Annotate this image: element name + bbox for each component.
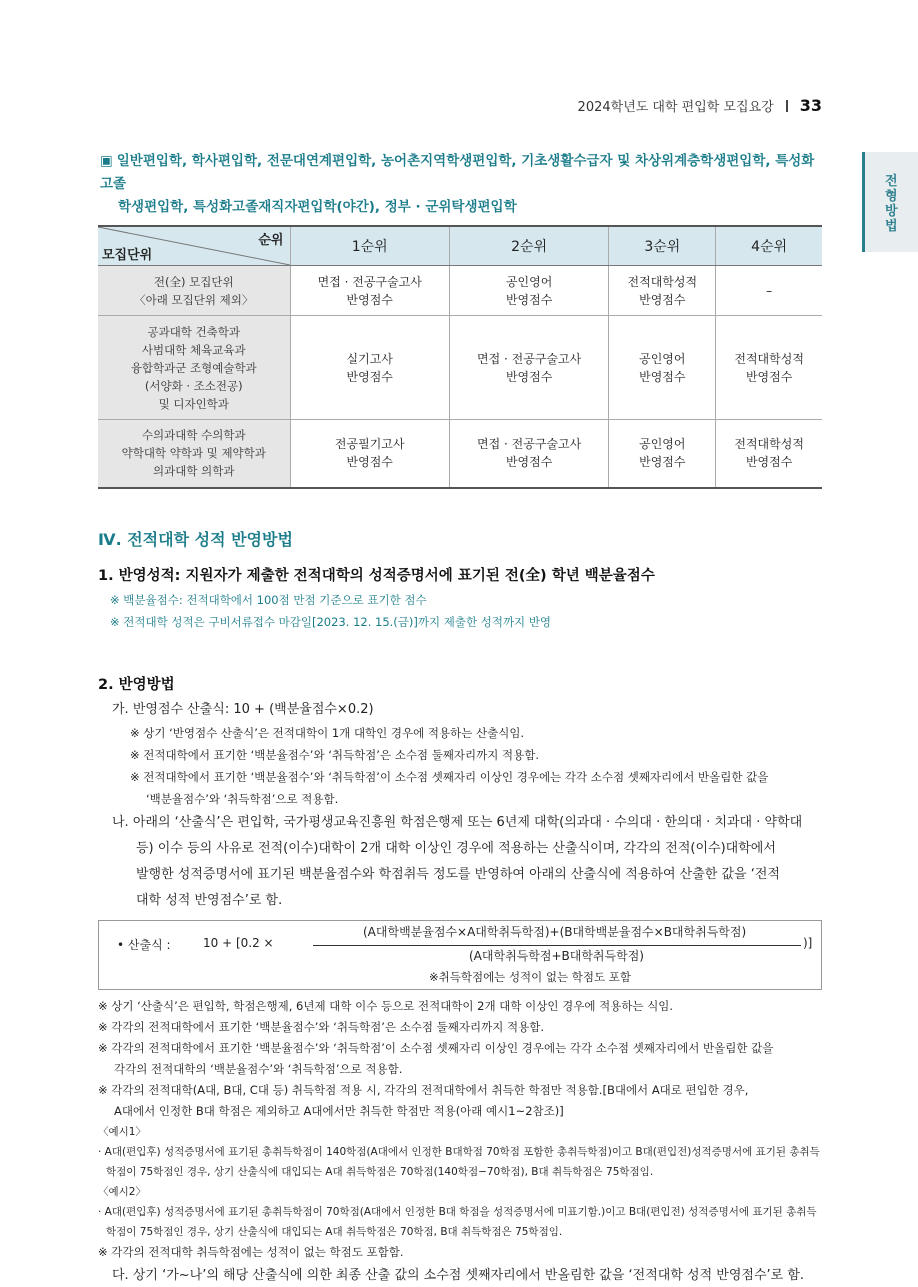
header-rank-3: 3순위 <box>609 226 716 266</box>
remark-line: ‘백분율점수’와 ‘취득학점’으로 적용함. <box>146 791 339 806</box>
rank-cell <box>290 420 449 488</box>
remark-line: ※ 상기 ‘산출식’은 편입학, 학점은행제, 6년제 대학 이수 등으로 전적대학이 2개 대학 이상인 경우에 적용하는 식임. <box>98 998 674 1013</box>
rank-cell <box>609 266 716 316</box>
formula-box <box>98 920 822 990</box>
cell-line: 면접 · 전공구술고사 <box>477 351 582 366</box>
section-title-line2: 학생편입학, 특성화고졸재직자편입학(야간), 정부 · 군위탁생편입학 <box>118 199 517 215</box>
remark-line: 각각의 전적대학의 ‘백분율점수’와 ‘취득학점’으로 적용함. <box>114 1061 403 1076</box>
cell-line: 반영점수 <box>346 292 393 307</box>
rank-cell <box>449 420 608 488</box>
rank-cell <box>449 266 608 316</box>
formula-prefix: 10 + [0.2 × <box>203 935 274 950</box>
table-row <box>98 266 822 316</box>
cell-line: 전적대학성적 <box>734 437 804 452</box>
cell-line: 전공필기고사 <box>334 437 405 452</box>
formula-denominator: (A대학취득학점+B대학취득학점) <box>469 948 644 963</box>
remark-line: ※ 각각의 전적대학에서 표기한 ‘백분율점수’와 ‘취득학점’은 소수점 둘째자리까지 적용함. <box>98 1019 544 1034</box>
item-na: 나. 아래의 ‘산출식’은 편입학, 국가평생교육진흥원 학점은행제 또는 6년제 대학(의과대 · 수의대 · 한의대 · 치과대 · 약학대 <box>112 814 803 830</box>
header-rank-1: 1순위 <box>290 226 449 266</box>
cell-line: 반영점수 <box>639 292 686 307</box>
example-line: · A대(편입후) 성적증명서에 표기된 총취득학점이 140학점(A대에서 인정한 B대학점 70학점 포함한 총취득학점)이고 B대(편입전)성적증명서에 표기된 총취득 <box>98 1145 820 1158</box>
cell-line: 반영점수 <box>505 292 553 307</box>
note-line: ※ 전적대학 성적은 구비서류접수 마감일[2023. 12. 15.(금)]까지 제출한 성적까지 반영 <box>110 614 552 629</box>
cell-line: 전적대학성적 <box>734 351 804 366</box>
square-marker-icon: ▣ <box>100 153 113 169</box>
cell-line: 공인영어 <box>639 351 686 366</box>
cell-line: 반영점수 <box>346 369 393 384</box>
item-na-cont: 발행한 성적증명서에 표기된 백분율점수와 학점취득 정도를 반영하여 아래의 산출식에 적용하여 산출한 값을 ‘전적 <box>136 866 780 882</box>
item-na-cont: 등) 이수 등의 사유로 전적(이수)대학이 2개 대학 이상인 경우에 적용하는 산출식이며, 각각의 전적(이수)대학에서 <box>136 840 776 856</box>
formula-footnote: ※취득학점에는 성적이 없는 학점도 포함 <box>429 969 631 984</box>
cell-line: 반영점수 <box>639 455 686 470</box>
unit-line: 〈아래 모집단위 제외〉 <box>134 292 254 307</box>
page-content <box>98 150 822 1287</box>
table-corner-cell <box>98 226 290 266</box>
formula-suffix: )] <box>803 935 813 950</box>
header-rank-2: 2순위 <box>449 226 608 266</box>
remark-line: ※ 전적대학에서 표기한 ‘백분율점수’와 ‘취득학점’이 소수점 셋째자리 이상인 경우에는 각각 소수점 셋째자리에서 반올림한 값을 <box>130 769 769 784</box>
cell-line: 전적대학성적 <box>627 274 698 289</box>
ranking-table <box>98 225 822 489</box>
remark-line: ※ 각각의 전적대학 취득학점에는 성적이 없는 학점도 포함함. <box>98 1244 404 1259</box>
unit-line: 사범대학 체육교육과 <box>141 342 246 357</box>
item-na-cont: 대학 성적 반영점수’로 함. <box>136 892 283 908</box>
cell-line: 반영점수 <box>505 369 553 384</box>
remark-line: ※ 각각의 전적대학(A대, B대, C대 등) 취득학점 적용 시, 각각의 전적대학에서 취득한 학점만 적용함.[B대에서 A대로 편입한 경우, <box>98 1082 749 1097</box>
table-row <box>98 420 822 488</box>
rank-cell <box>716 266 822 316</box>
remark-line: A대에서 인정한 B대 학점은 제외하고 A대에서만 취득한 학점만 적용(아래 예시1~2참조)] <box>114 1103 564 1118</box>
subsection-2-heading: 2. 반영방법 <box>98 676 175 693</box>
rank-cell <box>716 420 822 488</box>
example-line: 학점이 75학점인 경우, 상기 산출식에 대입되는 A대 취득학점은 70학점, B대 취득학점은 75학점임. <box>106 1225 563 1238</box>
cell-line: 면접 · 전공구술고사 <box>317 274 422 289</box>
cell-line: 실기고사 <box>346 351 393 366</box>
example-2-title: 〈예시2〉 <box>98 1185 146 1198</box>
formula-numerator: (A대학백분율점수×A대학취득학점)+(B대학백분율점수×B대학취득학점) <box>363 924 747 939</box>
subsection-1-number: 1. 반영성적: <box>98 567 181 584</box>
item-ga: 가. 반영점수 산출식: 10 + (백분율점수×0.2) <box>112 701 374 717</box>
unit-line: 및 디자인학과 <box>158 396 229 411</box>
section-title-text1: 일반편입학, 학사편입학, 전문대연계편입학, 농어촌지역학생편입학, 기초생활수급자 및 차상위계층학생편입학, 특성화고졸 <box>100 153 815 192</box>
section-title-line1 <box>100 150 822 196</box>
subsection-1-heading <box>98 564 822 585</box>
side-tab <box>862 152 918 252</box>
example-1-title: 〈예시1〉 <box>98 1125 146 1138</box>
side-tab-label: 전형방법 <box>885 174 898 234</box>
rank-cell <box>449 316 608 420</box>
unit-cell <box>98 266 290 316</box>
rank-cell <box>290 316 449 420</box>
corner-rank-label: 순위 <box>258 233 284 248</box>
header-separator <box>786 100 788 112</box>
remark-line: ※ 전적대학에서 표기한 ‘백분율점수’와 ‘취득학점’은 소수점 둘째자리까지 적용함. <box>130 747 539 762</box>
page-number: 33 <box>799 96 822 115</box>
table-row <box>98 316 822 420</box>
table-header-row <box>98 226 822 266</box>
example-line: 학점이 75학점인 경우, 상기 산출식에 대입되는 A대 취득학점은 70학점(140학점−70학점), B대 취득학점은 75학점임. <box>106 1165 654 1178</box>
unit-line: 약학대학 약학과 및 제약학과 <box>121 446 266 461</box>
rank-cell <box>609 316 716 420</box>
unit-cell <box>98 316 290 420</box>
example-line: · A대(편입후) 성적증명서에 표기된 총취득학점이 70학점(A대에서 인정한 B대 학점을 성적증명서에 미표기함.)이고 B대(편입전) 성적증명서에 표기된 총취득 <box>98 1205 817 1218</box>
rank-cell <box>290 266 449 316</box>
cell-line: 반영점수 <box>346 455 393 470</box>
header-rank-4: 4순위 <box>716 226 822 266</box>
unit-line: 공과대학 건축학과 <box>147 324 241 339</box>
unit-cell <box>98 420 290 488</box>
formula-label: • 산출식 : <box>117 937 171 952</box>
subsection-1-text: 지원자가 제출한 전적대학의 성적증명서에 표기된 전(全) 학년 백분율점수 <box>180 567 655 584</box>
unit-line: 융합학과군 조형예술학과 <box>130 360 257 375</box>
note-line: ※ 백분율점수: 전적대학에서 100점 만점 기준으로 표기한 점수 <box>110 592 427 607</box>
cell-line: – <box>766 283 773 298</box>
fraction-bar <box>313 945 801 946</box>
remark-line: ※ 상기 ‘반영점수 산출식’은 전적대학이 1개 대학인 경우에 적용하는 산출식임. <box>130 725 525 740</box>
header-title: 2024학년도 대학 편입학 모집요강 <box>577 100 774 115</box>
cell-line: 반영점수 <box>639 369 686 384</box>
cell-line: 반영점수 <box>745 369 793 384</box>
cell-line: 공인영어 <box>639 437 686 452</box>
corner-unit-label: 모집단위 <box>102 248 153 263</box>
cell-line: 반영점수 <box>505 455 553 470</box>
remark-line: ※ 각각의 전적대학에서 표기한 ‘백분율점수’와 ‘취득학점’이 소수점 셋째자리 이상인 경우에는 각각 소수점 셋째자리에서 반올림한 값을 <box>98 1040 774 1055</box>
page-header <box>578 96 822 115</box>
item-da: 다. 상기 ‘가~나’의 해당 산출식에 의한 최종 산출 값의 소수점 셋째자리에서 반올림한 값을 ‘전적대학 성적 반영점수’로 함. <box>112 1267 805 1283</box>
rank-cell <box>716 316 822 420</box>
cell-line: 공인영어 <box>505 274 553 289</box>
unit-line: (서양화 · 조소전공) <box>144 378 243 393</box>
unit-line: 수의과대학 수의학과 <box>141 428 246 443</box>
cell-line: 면접 · 전공구술고사 <box>477 437 582 452</box>
unit-line: 의과대학 의학과 <box>153 464 235 479</box>
unit-line: 전(全) 모집단위 <box>153 274 234 289</box>
part4-heading: Ⅳ. 전적대학 성적 반영방법 <box>98 529 293 549</box>
cell-line: 반영점수 <box>745 455 793 470</box>
rank-cell <box>609 420 716 488</box>
